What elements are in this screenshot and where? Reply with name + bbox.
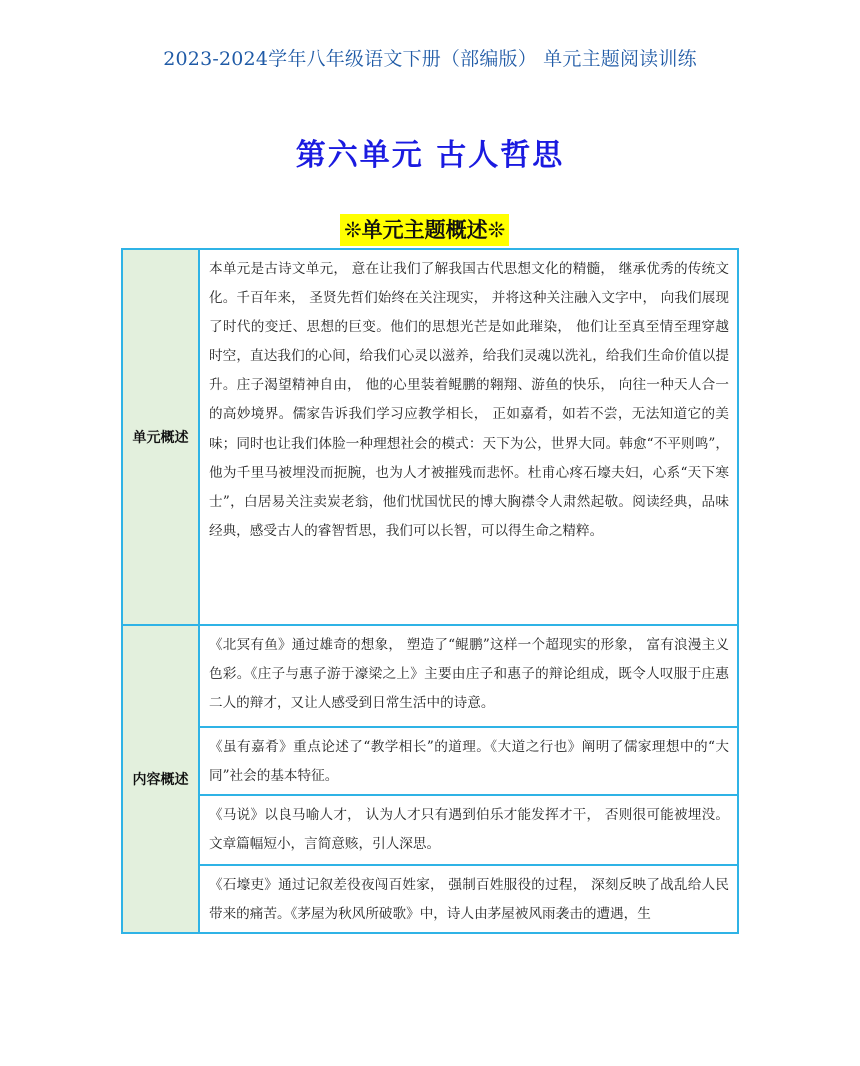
summary-table: [121, 248, 739, 934]
unit-overview-text: 本单元是古诗文单元， 意在让我们了解我国古代思想文化的精髓， 继承优秀的传统文化。千百年来， 圣贤先哲们始终在关注现实， 并将这种关注融入文字中， 向我们展现了时代的变迁、思想的巨变。他们的思想光芒是如此璀染， 他们让至真至情至理穿越时空，直达我们的心间，给我们心灵以滋养，给我们灵魂以洗礼，给我们生命价值以提升。庄子渴望精神自由， 他的心里装着鲲鹏的翱翔、游鱼的快乐， 向往一种天人合一的高妙境界。儒家告诉我们学习应教学相长， 正如嘉肴，如若不尝，无法知道它的美味；同时也让我们体脸一种理想社会的模式：天下为公，世界大同。韩愈“不平则鸣”，他为千里马被埋没而扼腕，也为人才被摧残而悲怀。杜甫心疼石壕夫妇，心系“天下寒士”，白居易关注卖炭老翁，他们忧国忧民的博大胸襟令人肃然起敬。阅读经典，品味经典，感受古人的睿智哲思，我们可以长智，可以得生命之精粹。: [209, 261, 729, 539]
row-label-unit-overview: 单元概述: [123, 250, 200, 624]
content-paragraph: 《虽有嘉肴》重点论述了“教学相长”的道理。《大道之行也》阐明了儒家理想中的“大同”社会的基本特征。: [209, 739, 729, 785]
content-paragraph: 《北冥有鱼》通过雄奇的想象， 塑造了“鲲鹏”这样一个超现实的形象， 富有浪漫主义色彩。《庄子与惠子游于濠梁之上》主要由庄子和惠子的辩论组成，既令人叹服于庄惠二人的辩才，又让人感受到日常生活中的诗意。: [209, 637, 729, 712]
content-paragraph: 《石壕吏》通过记叙差役夜闯百姓家， 强制百姓服役的过程， 深刻反映了战乱给人民带来的痛苦。《茅屋为秋风所破歌》中，诗人由茅屋被风雨袭击的遭遇，生: [209, 877, 729, 923]
section-title: ❊单元主题概述❊: [340, 214, 509, 246]
unit-title: 第六单元 古人哲思: [295, 138, 565, 173]
document-header: 2023-2024学年八年级语文下册（部编版） 单元主题阅读训练: [163, 48, 697, 70]
row-label-content-overview: 内容概述: [123, 626, 200, 932]
content-paragraph: 《马说》以良马喻人才， 认为人才只有遇到伯乐才能发挥才干， 否则很可能被埋没。文章篇幅短小，言简意赅，引人深思。: [209, 807, 729, 853]
